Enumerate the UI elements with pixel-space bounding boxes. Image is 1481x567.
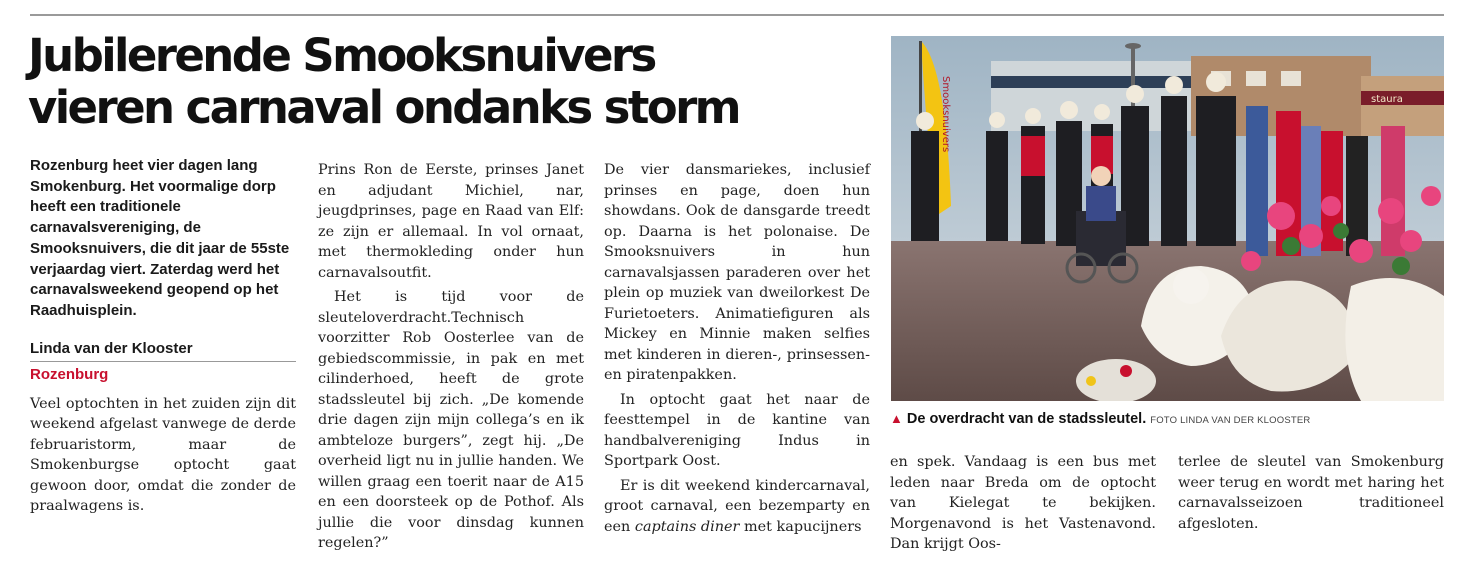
top-rule [30, 14, 1444, 16]
caption-marker-icon: ▲ [890, 411, 903, 426]
body-paragraph: In optocht gaat het naar de feesttempel in de kantine van handbalvereniging Indus in Sportpark Oost. [604, 391, 870, 469]
body-paragraph: Veel optochten in het zuiden zijn dit weekend afgelast vanwege de derde februaristorm, maar de Smokenburgse optocht gaat gewoon door, omdat die zonder de praalwagens is. [30, 395, 296, 515]
photo-credit: FOTO LINDA VAN DER KLOOSTER [1150, 415, 1311, 426]
flag-text: Smooksnuivers [940, 76, 951, 153]
body-text-italic: captains diner [634, 518, 740, 535]
article-lead: Rozenburg heet vier dagen lang Smokenburg. Het voormalige dorp heeft een traditionele carnavalsvereniging, de Smooksnuivers, die dit jaar de 55ste verjaardag viert. Zaterdag werd het carnavalsweekend geopend op het Raadhuisplein. [30, 157, 290, 319]
column-4 [890, 452, 1156, 559]
body-paragraph: De vier dansmariekes, inclusief prinses en page, doen hun showdans. Ook de dansgarde treedt op. Daarna is het polonaise. De Smooksnuivers in hun carnavalsjassen paraderen over het plein op muziek van dweilorkest De Furietoeters. Animatiefiguren als Mickey en Minnie maken selfies met kinderen in dieren-, prinsessen- en piratenpakken. [604, 162, 870, 383]
column-2 [318, 160, 584, 558]
body-paragraph: terlee de sleutel van Smokenburg weer terug en wordt met haring het carnavalsseizoen traditioneel afgesloten. [1178, 454, 1444, 532]
headline-line-2: vieren carnaval ondanks storm [28, 81, 739, 134]
body-paragraph: Het is tijd voor de sleuteloverdracht.Technisch voorzitter Rob Oosterlee van de gebiedscommissie, in pak en met cilinderhoed, heeft de grote stadssleutel bij zich. „De komende drie dagen zijn mijn collega’s en ik ambteloze burgers”, zegt hij. „De overheid ligt nu in jullie handen. We willen graag een toerit naar de A15 en een doorsteek op de Pothof. Als jullie die voor dinsdag kunnen regelen?” [318, 289, 584, 551]
shop-sign-text: staura [1371, 94, 1403, 105]
body-text: Er is dit weekend kindercarnaval, groot carnaval, een bezemparty en een [604, 477, 870, 535]
body-text: met kapucijners [739, 518, 862, 535]
body-paragraph: en spek. Vandaag is een bus met leden naar Breda om de optocht van Kielegat te bekijken. Morgenavond is het Vastenavond. Dan krijgt Oos- [890, 454, 1156, 552]
body-paragraph: Prins Ron de Eerste, prinses Janet en adjudant Michiel, nar, jeugdprinses, page en Raad van Elf: ze zijn er allemaal. In vol ornaat, met thermokleding onder hun carnavalsoutfit. [318, 162, 584, 281]
column-1 [30, 156, 296, 521]
article-headline [28, 30, 878, 134]
byline-divider [30, 361, 296, 362]
headline-line-1: Jubilerende Smooksnuivers [28, 29, 655, 82]
body-paragraph [604, 476, 870, 538]
caption-text: De overdracht van de stadssleutel. [906, 411, 1147, 427]
column-5 [1178, 452, 1444, 538]
column-3 [604, 160, 870, 541]
photo-caption [890, 411, 1444, 427]
article-photo [891, 36, 1444, 401]
author-byline: Linda van der Klooster [30, 339, 193, 357]
dateline-place: Rozenburg [30, 366, 109, 384]
